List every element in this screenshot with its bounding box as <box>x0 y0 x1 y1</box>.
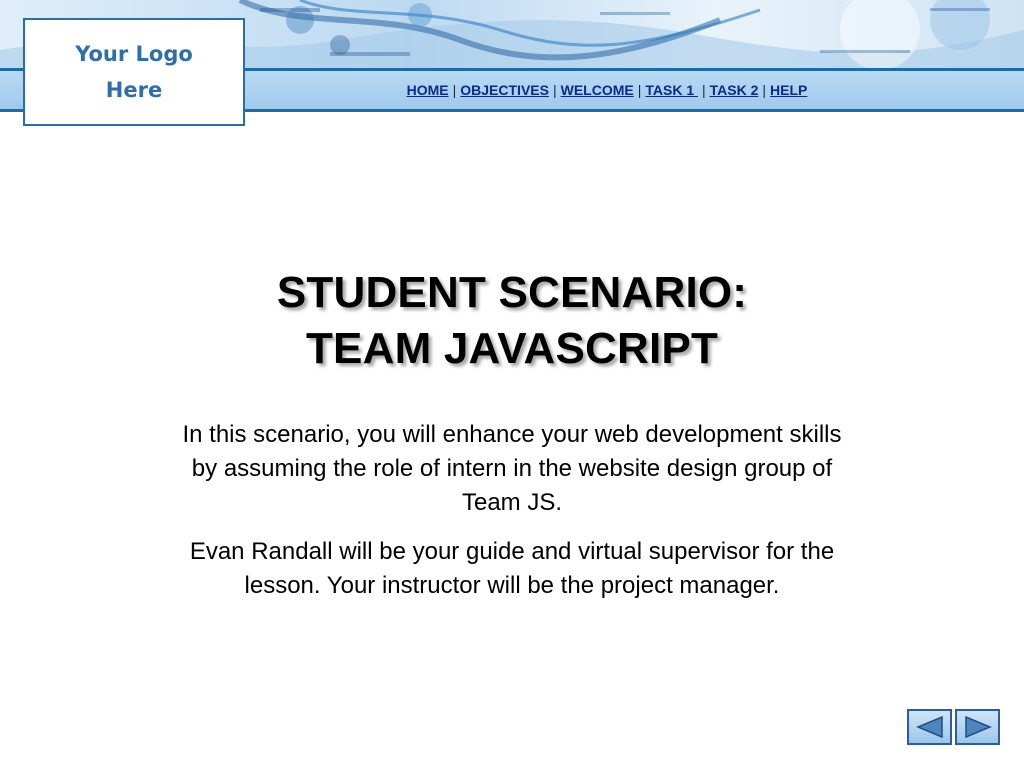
nav-separator: | <box>552 82 557 98</box>
intro-paragraph: In this scenario, you will enhance your web development skills by assuming the role of intern in the website design group of Team JS. <box>182 421 842 516</box>
logo-line-1: Your Logo <box>75 42 193 66</box>
logo-text <box>59 36 209 108</box>
logo <box>23 18 245 126</box>
title-line-1: STUDENT SCENARIO: <box>276 268 748 317</box>
nav-separator: | <box>702 82 706 98</box>
nav-link-task-2[interactable]: TASK 2 <box>709 82 759 98</box>
nav-link-task-1[interactable]: TASK 1 <box>645 82 698 98</box>
previous-button[interactable] <box>907 709 952 745</box>
logo-line-2: Here <box>105 78 163 102</box>
left-arrow-icon <box>915 715 945 739</box>
nav-link-home[interactable]: HOME <box>406 82 449 98</box>
title-line-2: TEAM JAVASCRIPT <box>305 324 719 373</box>
nav-link-objectives[interactable]: OBJECTIVES <box>460 82 549 98</box>
page-title <box>112 265 912 377</box>
nav-link-help[interactable]: HELP <box>770 82 808 98</box>
guide-paragraph: Evan Randall will be your guide and virtual supervisor for the lesson. Your instructor will be the project manager. <box>189 538 835 599</box>
nav-separator: | <box>762 82 767 98</box>
nav-link-welcome[interactable]: WELCOME <box>560 82 634 98</box>
main-nav <box>246 82 968 98</box>
right-arrow-icon <box>963 715 993 739</box>
nav-separator: | <box>637 82 642 98</box>
nav-separator: | <box>452 82 457 98</box>
slide-navigation <box>907 709 1003 747</box>
next-button[interactable] <box>955 709 1000 745</box>
